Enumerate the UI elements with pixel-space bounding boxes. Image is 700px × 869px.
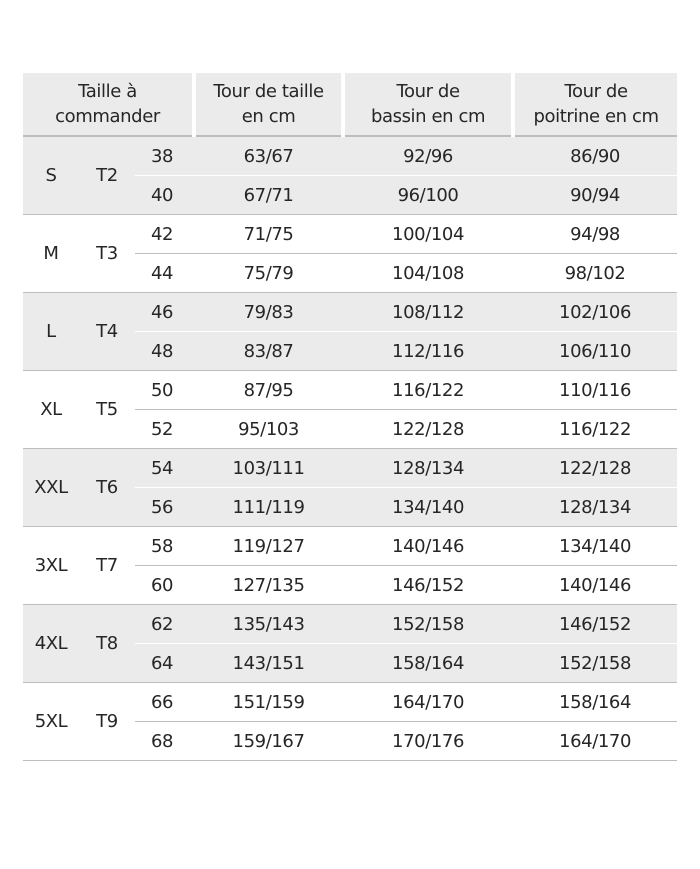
chest-cell: 94/98 [513, 215, 677, 254]
size-number-cell: 48 [135, 332, 194, 371]
size-letter-cell: 5XL [23, 683, 79, 761]
hip-cell: 122/128 [343, 410, 513, 449]
table-row [23, 605, 677, 644]
size-number-cell: 38 [135, 136, 194, 176]
hip-cell: 158/164 [343, 644, 513, 683]
hip-cell: 134/140 [343, 488, 513, 527]
chest-cell: 98/102 [513, 254, 677, 293]
size-letter-cell: XXL [23, 449, 79, 527]
waist-cell: 63/67 [194, 136, 343, 176]
size-group [23, 683, 677, 761]
table-row [23, 527, 677, 566]
hip-cell: 164/170 [343, 683, 513, 722]
size-number-cell: 46 [135, 293, 194, 332]
size-number-cell: 68 [135, 722, 194, 761]
chest-cell: 102/106 [513, 293, 677, 332]
waist-cell: 79/83 [194, 293, 343, 332]
waist-cell: 83/87 [194, 332, 343, 371]
size-t-cell: T5 [79, 371, 135, 449]
size-letter-cell: 4XL [23, 605, 79, 683]
size-group [23, 136, 677, 215]
header-waist [194, 73, 343, 136]
chest-cell: 152/158 [513, 644, 677, 683]
hip-cell: 100/104 [343, 215, 513, 254]
size-number-cell: 54 [135, 449, 194, 488]
hip-cell: 152/158 [343, 605, 513, 644]
size-number-cell: 62 [135, 605, 194, 644]
size-letter-cell: L [23, 293, 79, 371]
table-row [23, 449, 677, 488]
header-size-line2: commander [55, 106, 160, 127]
size-t-cell: T8 [79, 605, 135, 683]
size-number-cell: 52 [135, 410, 194, 449]
hip-cell: 96/100 [343, 176, 513, 215]
hip-cell: 104/108 [343, 254, 513, 293]
size-t-cell: T3 [79, 215, 135, 293]
hip-cell: 146/152 [343, 566, 513, 605]
size-t-cell: T2 [79, 136, 135, 215]
waist-cell: 67/71 [194, 176, 343, 215]
waist-cell: 71/75 [194, 215, 343, 254]
waist-cell: 159/167 [194, 722, 343, 761]
table-row [23, 371, 677, 410]
size-t-cell: T9 [79, 683, 135, 761]
size-group [23, 527, 677, 605]
hip-cell: 170/176 [343, 722, 513, 761]
size-t-cell: T7 [79, 527, 135, 605]
size-number-cell: 58 [135, 527, 194, 566]
waist-cell: 143/151 [194, 644, 343, 683]
waist-cell: 119/127 [194, 527, 343, 566]
size-letter-cell: M [23, 215, 79, 293]
size-letter-cell: XL [23, 371, 79, 449]
size-number-cell: 42 [135, 215, 194, 254]
size-number-cell: 50 [135, 371, 194, 410]
size-letter-cell: 3XL [23, 527, 79, 605]
chest-cell: 164/170 [513, 722, 677, 761]
waist-cell: 135/143 [194, 605, 343, 644]
hip-cell: 92/96 [343, 136, 513, 176]
header-waist-line2: en cm [241, 106, 296, 127]
header-row [23, 73, 677, 136]
size-group [23, 215, 677, 293]
header-chest-line1: Tour de [564, 81, 628, 102]
size-group [23, 371, 677, 449]
size-group [23, 293, 677, 371]
header-size-line1: Taille à [78, 81, 137, 102]
header-size-to-order [23, 73, 194, 136]
size-letter-cell: S [23, 136, 79, 215]
size-number-cell: 64 [135, 644, 194, 683]
header-hip-line1: Tour de [396, 81, 460, 102]
hip-cell: 116/122 [343, 371, 513, 410]
hip-cell: 112/116 [343, 332, 513, 371]
waist-cell: 103/111 [194, 449, 343, 488]
chest-cell: 86/90 [513, 136, 677, 176]
size-group [23, 449, 677, 527]
header-chest-line2: poitrine en cm [533, 106, 659, 127]
chest-cell: 90/94 [513, 176, 677, 215]
size-chart-table [23, 73, 677, 761]
size-number-cell: 56 [135, 488, 194, 527]
size-number-cell: 40 [135, 176, 194, 215]
waist-cell: 87/95 [194, 371, 343, 410]
waist-cell: 111/119 [194, 488, 343, 527]
chest-cell: 116/122 [513, 410, 677, 449]
chest-cell: 106/110 [513, 332, 677, 371]
waist-cell: 151/159 [194, 683, 343, 722]
table-row [23, 683, 677, 722]
size-number-cell: 66 [135, 683, 194, 722]
table-row [23, 293, 677, 332]
size-t-cell: T6 [79, 449, 135, 527]
size-t-cell: T4 [79, 293, 135, 371]
header-hip-line2: bassin en cm [370, 106, 486, 127]
size-number-cell: 44 [135, 254, 194, 293]
hip-cell: 108/112 [343, 293, 513, 332]
header-waist-line1: Tour de taille [213, 81, 324, 102]
chest-cell: 134/140 [513, 527, 677, 566]
chest-cell: 158/164 [513, 683, 677, 722]
header-hip [343, 73, 513, 136]
chest-cell: 122/128 [513, 449, 677, 488]
waist-cell: 127/135 [194, 566, 343, 605]
table-row [23, 215, 677, 254]
size-group [23, 605, 677, 683]
header-chest [513, 73, 677, 136]
chest-cell: 140/146 [513, 566, 677, 605]
waist-cell: 95/103 [194, 410, 343, 449]
chest-cell: 128/134 [513, 488, 677, 527]
chest-cell: 110/116 [513, 371, 677, 410]
waist-cell: 75/79 [194, 254, 343, 293]
hip-cell: 140/146 [343, 527, 513, 566]
chest-cell: 146/152 [513, 605, 677, 644]
hip-cell: 128/134 [343, 449, 513, 488]
size-number-cell: 60 [135, 566, 194, 605]
table-row [23, 136, 677, 176]
